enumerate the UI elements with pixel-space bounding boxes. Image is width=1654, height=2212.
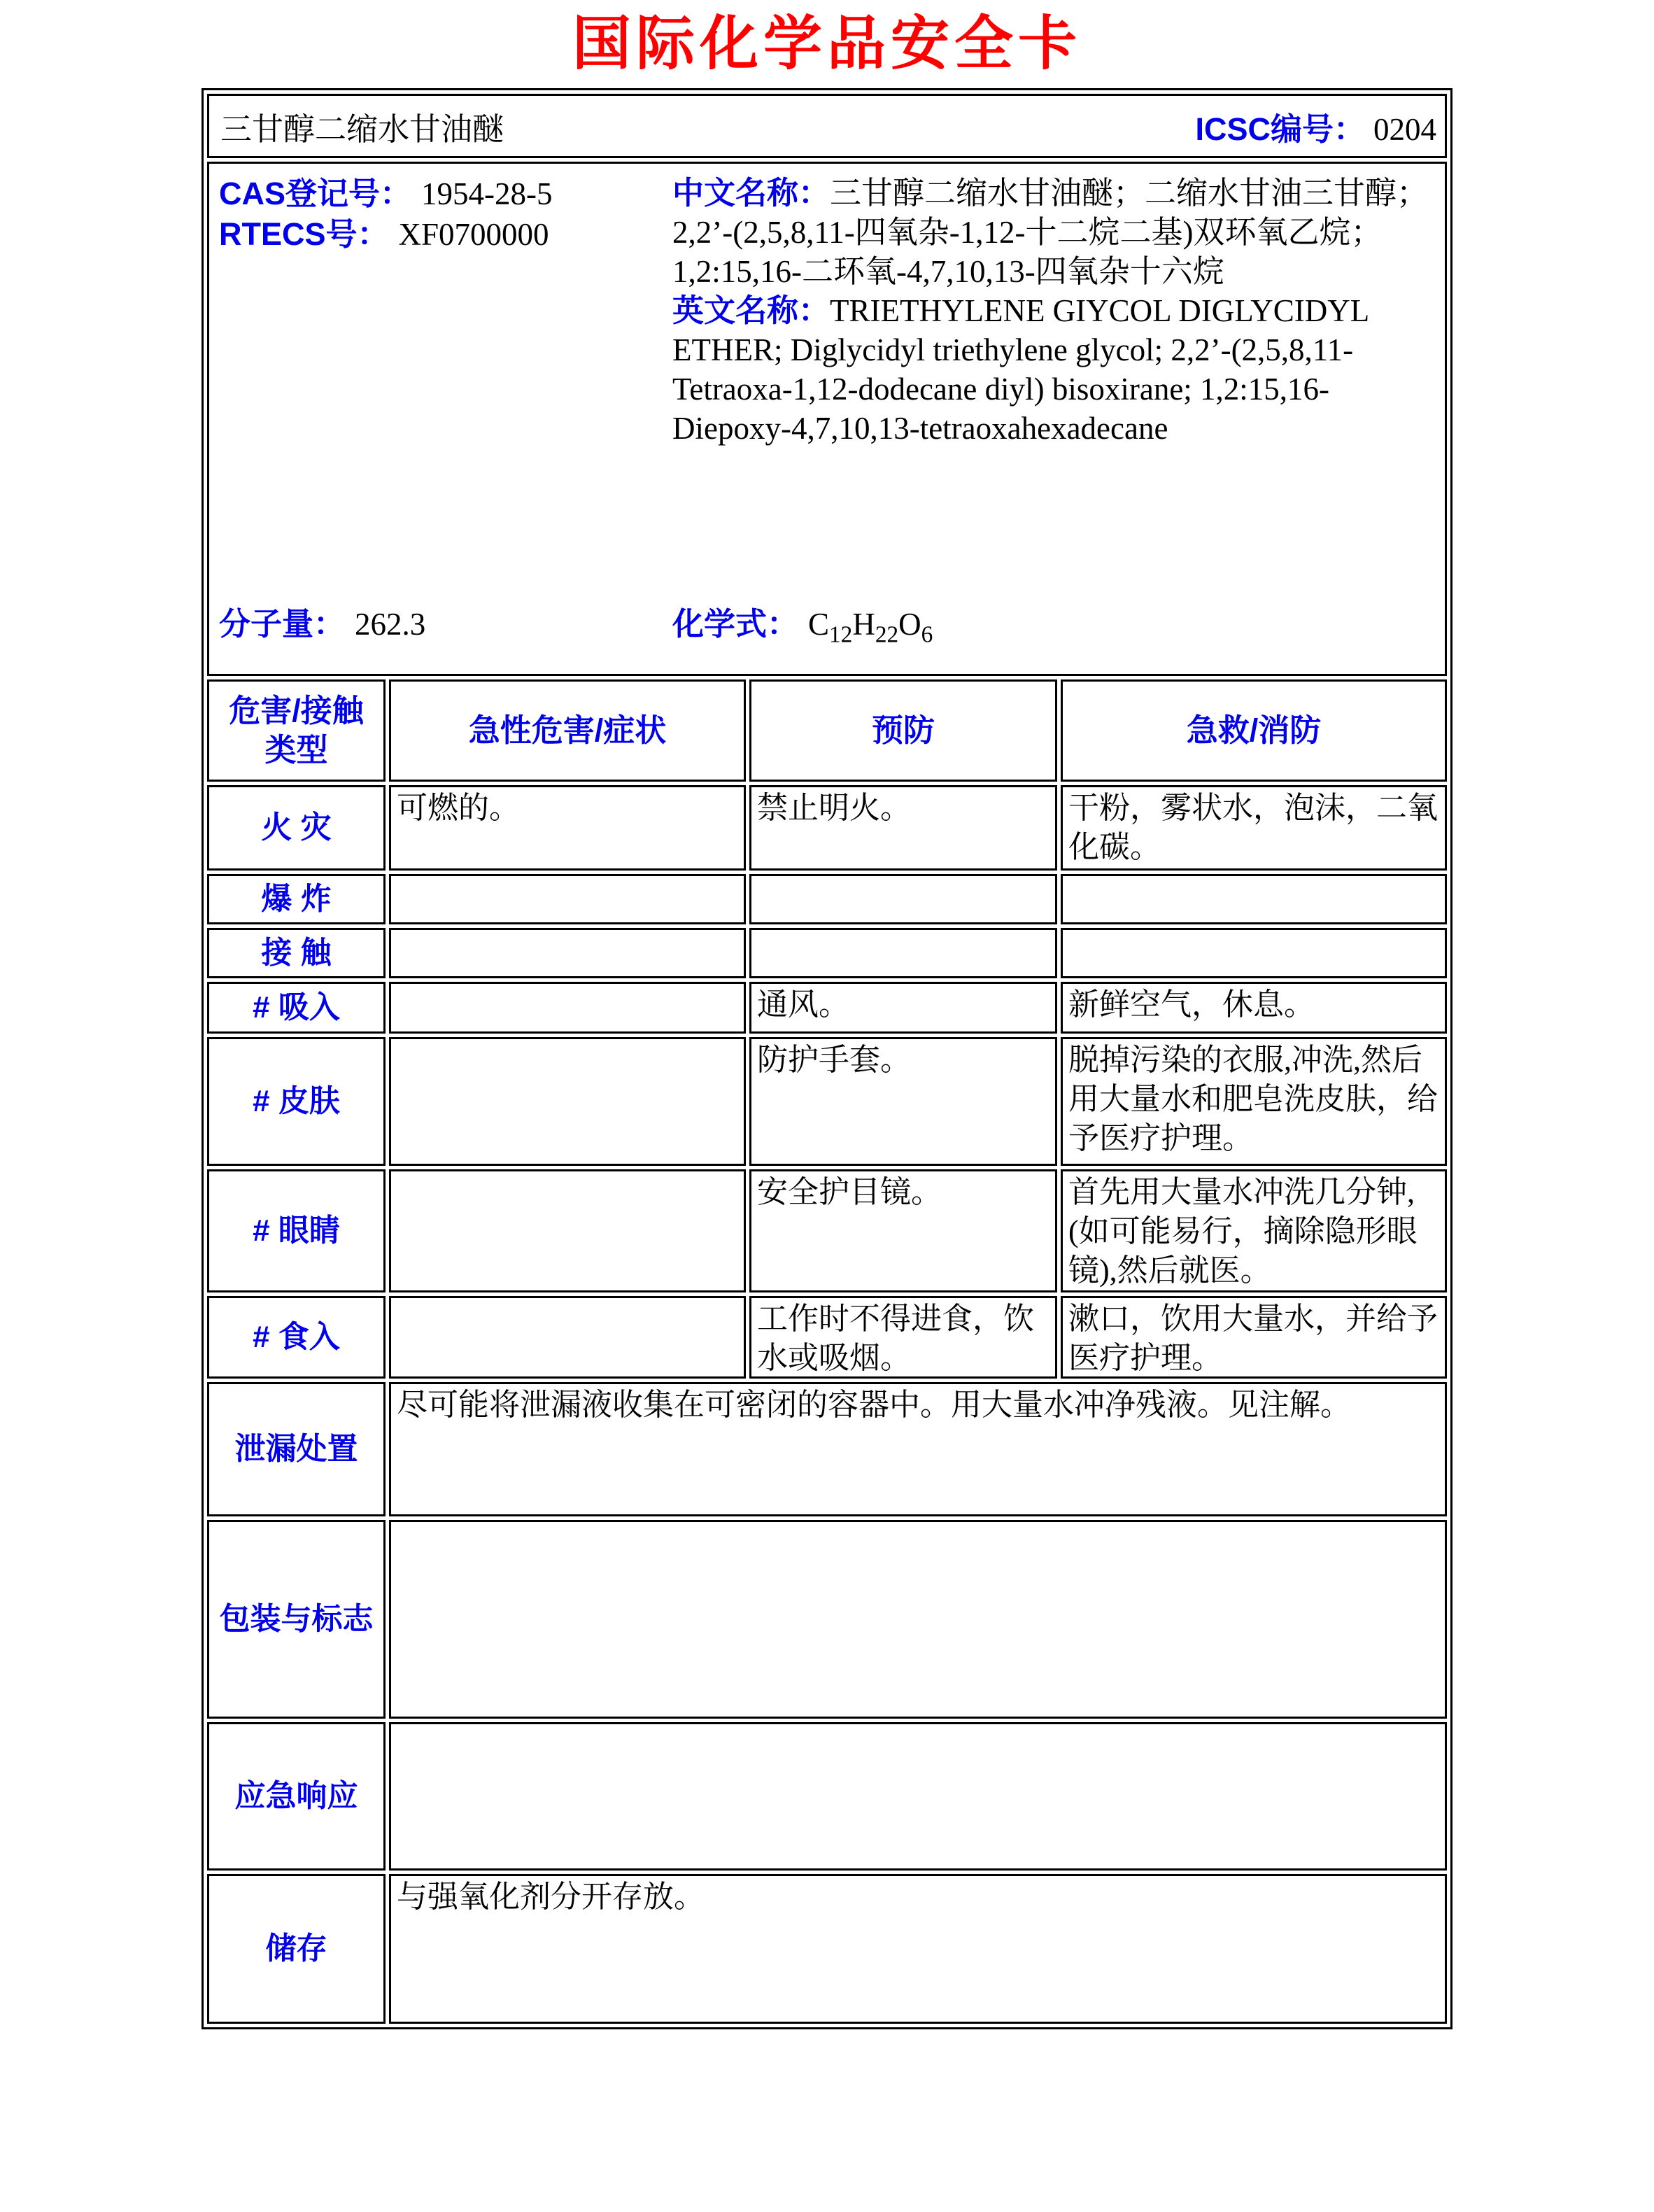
cas-value: 1954-28-5	[421, 176, 553, 212]
icsc-number-value: 0204	[1373, 111, 1436, 147]
header-symptoms: 急性危害/症状	[389, 679, 746, 782]
packaging-content	[389, 1520, 1447, 1719]
inhalation-symptoms	[389, 982, 746, 1034]
table-row-eyes	[207, 1169, 1447, 1292]
row-label-packaging: 包装与标志	[207, 1520, 386, 1719]
emergency-response-content	[389, 1722, 1447, 1871]
inhalation-first-aid: 新鲜空气，休息。	[1061, 982, 1447, 1034]
ingestion-first-aid: 漱口，饮用大量水，并给予医疗护理。	[1061, 1296, 1447, 1379]
spillage-content: 尽可能将泄漏液收集在可密闭的容器中。用大量水冲净残液。见注解。	[389, 1382, 1447, 1516]
contact-prevention	[749, 928, 1057, 978]
table-row-inhalation	[207, 982, 1447, 1034]
english-name-paragraph	[672, 291, 1434, 448]
table-row-fire	[207, 785, 1447, 871]
identification-section	[207, 162, 1447, 676]
fire-prevention: 禁止明火。	[749, 785, 1057, 871]
explosion-symptoms	[389, 874, 746, 924]
ingestion-prevention: 工作时不得进食，饮水或吸烟。	[749, 1296, 1057, 1379]
row-label-emergency-response: 应急响应	[207, 1722, 386, 1871]
table-row-contact	[207, 928, 1447, 978]
header-hazard-type: 危害/接触 类型	[207, 679, 386, 782]
chemical-formula: $C_{12}H_{22}O_6$	[808, 606, 933, 648]
row-label-ingestion: # 食入	[207, 1296, 386, 1379]
contact-first-aid	[1061, 928, 1447, 978]
table-row-storage	[207, 1874, 1447, 2024]
row-label-inhalation: # 吸入	[207, 982, 386, 1034]
registry-numbers	[219, 174, 672, 605]
row-label-eyes: # 眼睛	[207, 1169, 386, 1292]
header-prevention: 预防	[749, 679, 1057, 782]
row-label-storage: 储存	[207, 1874, 386, 2024]
table-row-spillage	[207, 1382, 1447, 1516]
skin-prevention: 防护手套。	[749, 1037, 1057, 1166]
english-name-label: 英文名称：	[672, 293, 830, 329]
inhalation-prevention: 通风。	[749, 982, 1057, 1034]
chemical-name: 三甘醇二缩水甘油醚	[220, 111, 504, 147]
eyes-symptoms	[389, 1169, 746, 1292]
skin-first-aid: 脱掉污染的衣服,冲洗,然后用大量水和肥皂洗皮肤，给予医疗护理。	[1061, 1037, 1447, 1166]
explosion-prevention	[749, 874, 1057, 924]
chinese-name-text: 三甘醇二缩水甘油醚；二缩水甘油三甘醇；2,2’-(2,5,8,11-四氧杂-1,12-十二烷二基)双环氧乙烷；1,2:15,16-二环氧-4,7,10,13-四氧杂十六烷	[672, 176, 1429, 290]
ingestion-symptoms	[389, 1296, 746, 1379]
molecular-weight-line	[219, 606, 672, 654]
english-name-text: TRIETHYLENE GIYCOL DIGLYCIDYL ETHER; Diglycidyl triethylene glycol; 2,2’-(2,5,8,11-Tetraoxa-1,12-dodecane diyl) bisoxirane; 1,2:15,16-Diepoxy-4,7,10,13-tetraoxahexadecane	[672, 293, 1369, 446]
row-label-skin: # 皮肤	[207, 1037, 386, 1166]
chinese-name-paragraph	[672, 174, 1434, 291]
rtecs-value: XF0700000	[398, 217, 549, 253]
row-label-contact: 接 触	[207, 928, 386, 978]
page-title: 国际化学品安全卡	[572, 10, 1082, 76]
row-label-explosion: 爆 炸	[207, 874, 386, 924]
hazard-table-header-row	[207, 679, 1447, 782]
explosion-first-aid	[1061, 874, 1447, 924]
contact-symptoms	[389, 928, 746, 978]
eyes-prevention: 安全护目镜。	[749, 1169, 1057, 1292]
table-row-ingestion	[207, 1296, 1447, 1379]
table-row-explosion	[207, 874, 1447, 924]
chinese-name-label: 中文名称：	[672, 175, 830, 211]
molecular-weight-value: 262.3	[355, 606, 426, 642]
storage-content: 与强氧化剂分开存放。	[389, 1874, 1447, 2024]
eyes-first-aid: 首先用大量水冲洗几分钟,(如可能易行，摘除隐形眼镜),然后就医。	[1061, 1169, 1447, 1292]
molecular-weight-label: 分子量：	[219, 605, 346, 642]
icsc-number-label: ICSC编号：	[1195, 111, 1365, 147]
fire-symptoms: 可燃的。	[389, 785, 746, 871]
row-label-spillage: 泄漏处置	[207, 1382, 386, 1516]
icsc-card	[202, 88, 1452, 2029]
icsc-number	[1195, 104, 1436, 149]
card-header	[207, 94, 1447, 158]
skin-symptoms	[389, 1037, 746, 1166]
table-row-emergency-response	[207, 1722, 1447, 1871]
cas-number-line	[219, 174, 672, 214]
cas-label: CAS登记号：	[219, 176, 412, 212]
header-first-aid: 急救/消防	[1061, 679, 1447, 782]
chemical-formula-line	[672, 606, 1434, 654]
fire-first-aid: 干粉，雾状水，泡沫，二氧化碳。	[1061, 785, 1447, 871]
table-row-packaging	[207, 1520, 1447, 1719]
table-row-skin	[207, 1037, 1447, 1166]
row-label-fire: 火 灾	[207, 785, 386, 871]
chemical-names	[672, 174, 1434, 605]
rtecs-label: RTECS号：	[219, 216, 389, 253]
chemical-formula-label: 化学式：	[672, 605, 799, 642]
rtecs-number-line	[219, 214, 672, 255]
